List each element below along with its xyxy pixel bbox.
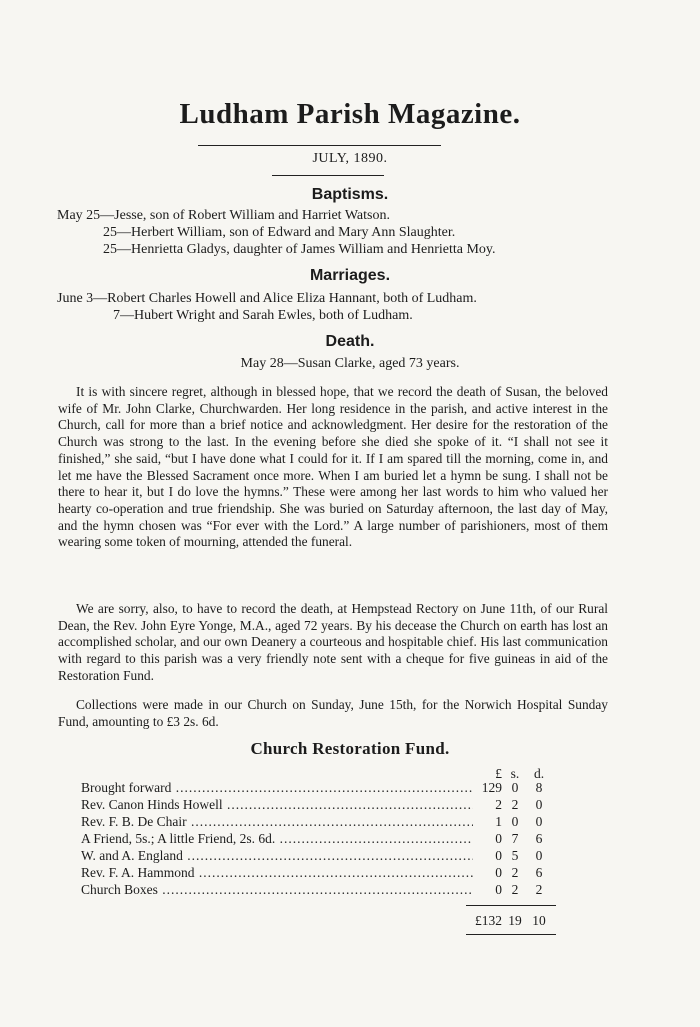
fund-row-pence: 2: [535, 882, 543, 897]
fund-row-label: Brought forward .....: [81, 780, 473, 796]
death-heading: Death.: [325, 333, 375, 350]
baptism-entry: 25—Herbert William, son of Edward and Mary Ann Slaughter.: [103, 225, 456, 240]
fund-row-shillings: 2: [511, 797, 519, 812]
date-rule: [272, 175, 384, 176]
marriage-entry: 7—Hubert Wright and Sarah Ewles, both of Ludham.: [113, 308, 413, 323]
fund-row-shillings: 2: [511, 865, 519, 880]
fund-row-shillings: 0: [511, 814, 519, 829]
fund-row-label: Church Boxes .....: [81, 882, 473, 898]
fund-row-label: Rev. F. A. Hammond .....: [81, 865, 473, 881]
collections-paragraph: Collections were made in our Church on Sunday, June 15th, for the Norwich Hospital Sunday Fund, amounting to £3 2s. 6d.: [58, 697, 608, 729]
total-rule-bottom: [466, 934, 556, 935]
page-title: Ludham Parish Magazine.: [179, 98, 521, 130]
rural-dean-paragraph: We are sorry, also, to have to record the death, at Hempstead Rectory on June 11th, of our Rural Dean, the Rev. John Eyre Yonge, M.A., aged 72 years. By his decease the Church on earth has lost an accomplished scholar, and our own Deanery a courteous and hospitable chief. His last communication with regard to this parish was a very friendly note sent with a cheque for five guineas in aid of the Restoration Fund.: [58, 601, 608, 683]
total-pounds: £132: [475, 913, 502, 928]
issue-date: JULY, 1890.: [312, 151, 388, 166]
marriage-entry: June 3—Robert Charles Howell and Alice Eliza Hannant, both of Ludham.: [57, 291, 477, 306]
fund-row-pounds: 129: [481, 780, 502, 795]
fund-row-pounds: 2: [495, 797, 502, 812]
total-rule-top: [466, 905, 556, 906]
fund-row-label: Rev. F. B. De Chair .....: [81, 814, 473, 830]
marriages-heading: Marriages.: [309, 267, 391, 284]
obituary-paragraph: It is with sincere regret, although in blessed hope, that we record the death of Susan, the beloved wife of Mr. John Clarke, Churchwarden. Her long residence in the parish, and active interest in the Church, call for more than a brief notice and acknowledgment. Her desire for the restoration of the Church was strong to the last. In the evening before she died she spoke of it. “I shall not see it finished,” she said, “but I have done what I could for it. If I am spared till the morning, come in, and let me have the Blessed Sacrament once more. When I am buried let a hymn be sung. I shall not be there to hear it, but I do love the hymns.” These were among her last words to him who valued her hearty co-operation and true friendship. She was buried on Saturday afternoon, the last day of May, and the hymn chosen was “For ever with the Lord.” A large number of parishioners, most of them wearing some token of mourning, attended the funeral.: [58, 384, 608, 550]
fund-row-pounds: 0: [495, 831, 502, 846]
fund-row-shillings: 2: [511, 882, 519, 897]
title-rule: [198, 145, 441, 146]
fund-row-pounds: 1: [495, 814, 502, 829]
fund-row-label: W. and A. England .....: [81, 848, 473, 864]
fund-row-label: Rev. Canon Hinds Howell .....: [81, 797, 473, 813]
fund-row-pence: 0: [535, 848, 543, 863]
total-pence: 10: [532, 913, 546, 928]
baptism-entry: May 25—Jesse, son of Robert William and Harriet Watson.: [57, 208, 390, 223]
fund-title: Church Restoration Fund.: [250, 739, 450, 758]
death-entry: May 28—Susan Clarke, aged 73 years.: [240, 356, 460, 371]
fund-row-pence: 0: [535, 797, 543, 812]
total-shillings: 19: [508, 913, 522, 928]
fund-row-label: A Friend, 5s.; A little Friend, 2s. 6d. .....: [81, 831, 473, 847]
fund-row-pence: 8: [535, 780, 543, 795]
fund-row-shillings: 5: [511, 848, 519, 863]
fund-row-shillings: 7: [511, 831, 519, 846]
baptism-entry: 25—Henrietta Gladys, daughter of James William and Henrietta Moy.: [103, 242, 496, 257]
fund-row-pence: 0: [535, 814, 543, 829]
fund-row-shillings: 0: [511, 780, 519, 795]
fund-row-pounds: 0: [495, 865, 502, 880]
fund-row-pence: 6: [535, 831, 543, 846]
fund-row-pounds: 0: [495, 848, 502, 863]
pounds-header: £: [495, 766, 502, 781]
fund-row-pounds: 0: [495, 882, 502, 897]
pence-header: d.: [533, 766, 545, 781]
fund-row-pence: 6: [535, 865, 543, 880]
shillings-header: s.: [510, 766, 520, 781]
baptisms-heading: Baptisms.: [311, 186, 389, 203]
